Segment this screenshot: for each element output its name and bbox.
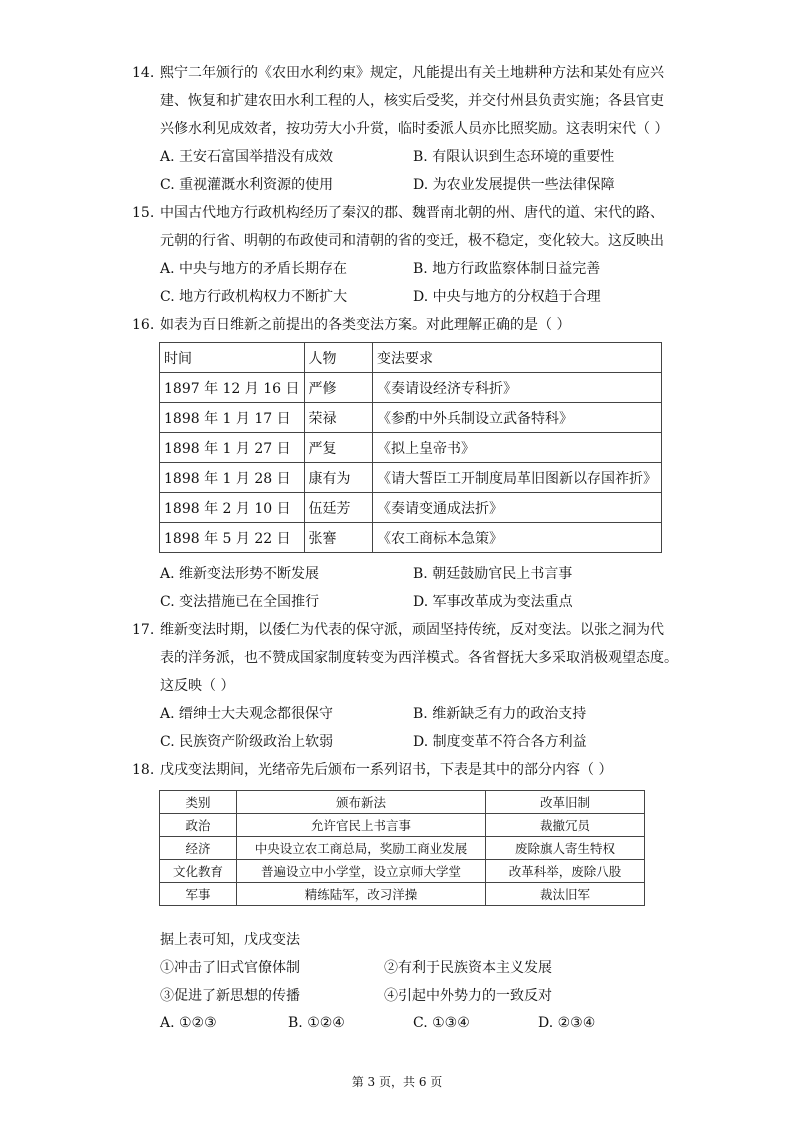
table-cell: 改革科举，废除八股 [486,860,645,883]
question-14-line-2: 建、恢复和扩建农田水利工程的人，核实后受奖，并交付州县负责实施；各县官吏 [160,93,664,109]
table-row [160,493,662,523]
question-17-line-1 [132,620,664,640]
question-16-line-1 [132,315,570,335]
question-18-option-a: A. ①②③ [160,1015,217,1031]
table-cell: 《奏请变通成法折》 [373,493,662,523]
table-header-cell: 变法要求 [373,343,662,373]
question-15-line-2: 元朝的行省、明朝的布政使司和清朝的省的变迁，极不稳定，变化较大。这反映出 [160,233,664,249]
question-18-option-c: C. ①③④ [413,1015,470,1031]
question-15-option-d: D. 中央与地方的分权趋于合理 [413,289,601,305]
table-row [160,523,662,553]
question-18-statement-2: ②有利于民族资本主义发展 [384,960,552,976]
table-row [160,814,645,837]
table-row [160,433,662,463]
table-cell: 严修 [304,373,372,403]
question-18-line-1 [132,760,612,780]
table-cell: 《农工商标本急策》 [373,523,662,553]
question-14-option-a: A. 王安石富国举措没有成效 [160,149,334,165]
table-cell: 1898 年 1 月 27 日 [160,433,305,463]
question-16-option-d: D. 军事改革成为变法重点 [413,594,573,610]
question-15-line-1 [132,203,664,223]
question-18-option-d: D. ②③④ [538,1015,596,1031]
table-cell: 中央设立农工商总局，奖励工商业发展 [237,837,486,860]
reform-decrees-table [159,790,645,906]
question-16-option-c: C. 变法措施已在全国推行 [160,594,320,610]
reform-proposals-table [159,342,662,553]
table-cell: 1898 年 2 月 10 日 [160,493,305,523]
table-cell: 废除旗人寄生特权 [486,837,645,860]
table-cell: 精练陆军，改习洋操 [237,883,486,906]
table-cell: 1898 年 1 月 17 日 [160,403,305,433]
question-text: 戊戌变法期间，光绪帝先后颁布一系列诏书，下表是其中的部分内容（ ） [160,762,613,778]
table-row [160,837,645,860]
question-15-option-b: B. 地方行政监察体制日益完善 [413,261,601,277]
table-row [160,403,662,433]
question-number: 14. [132,65,155,81]
table-cell: 《拟上皇帝书》 [373,433,662,463]
table-cell: 文化教育 [160,860,237,883]
question-17-option-b: B. 维新缺乏有力的政治支持 [413,706,587,722]
question-14-option-d: D. 为农业发展提供一些法律保障 [413,177,615,193]
question-17-option-d: D. 制度变革不符合各方利益 [413,734,587,750]
table-row [160,373,662,403]
question-14-line-1 [132,63,664,83]
question-17-line-3: 这反映（ ） [160,678,235,694]
table-cell: 荣禄 [304,403,372,433]
table-cell: 普遍设立中小学堂，设立京师大学堂 [237,860,486,883]
table-row [160,883,645,906]
table-cell: 张謇 [304,523,372,553]
page-number-footer: 第 3 页，共 6 页 [351,1075,443,1089]
table-header-row [160,791,645,814]
table-cell: 裁汰旧军 [486,883,645,906]
question-number: 15. [132,205,155,221]
question-text: 中国古代地方行政机构经历了秦汉的郡、魏晋南北朝的州、唐代的道、宋代的路、 [160,205,664,221]
question-17-line-2: 表的洋务派，也不赞成国家制度转变为西洋模式。各省督抚大多采取消极观望态度。 [160,650,678,666]
question-14-option-c: C. 重视灌溉水利资源的使用 [160,177,334,193]
table-cell: 经济 [160,837,237,860]
question-14-option-b: B. 有限认识到生态环境的重要性 [413,149,615,165]
question-text: 如表为百日维新之前提出的各类变法方案。对此理解正确的是（ ） [160,317,571,333]
question-number: 18. [132,762,155,778]
question-18-lead: 据上表可知，戊戌变法 [160,932,300,948]
question-15-option-a: A. 中央与地方的矛盾长期存在 [160,261,348,277]
table-header-cell: 时间 [160,343,305,373]
question-16-option-b: B. 朝廷鼓励官民上书言事 [413,566,573,582]
question-17-option-c: C. 民族资产阶级政治上软弱 [160,734,334,750]
table-cell: 1898 年 1 月 28 日 [160,463,305,493]
table-cell: 1897 年 12 月 16 日 [160,373,305,403]
table-cell: 军事 [160,883,237,906]
table-cell: 《参酌中外兵制设立武备特科》 [373,403,662,433]
question-14-line-3: 兴修水利见成效者，按功劳大小升赏，临时委派人员亦比照奖励。这表明宋代（ ） [160,121,669,137]
table-cell: 《请大誓臣工开制度局革旧图新以存国祚折》 [373,463,662,493]
table-cell: 裁撤冗员 [486,814,645,837]
question-number: 16. [132,317,155,333]
question-16-option-a: A. 维新变法形势不断发展 [160,566,320,582]
question-text: 熙宁二年颁行的《农田水利约束》规定，凡能提出有关土地耕种方法和某处有应兴 [160,65,664,81]
table-cell: 伍廷芳 [304,493,372,523]
table-cell: 政治 [160,814,237,837]
table-row [160,463,662,493]
table-cell: 1898 年 5 月 22 日 [160,523,305,553]
table-header-row [160,343,662,373]
table-cell: 康有为 [304,463,372,493]
question-18-statement-3: ③促进了新思想的传播 [160,988,300,1004]
table-header-cell: 颁布新法 [237,791,486,814]
table-cell: 严复 [304,433,372,463]
table-header-cell: 人物 [304,343,372,373]
table-cell: 《奏请设经济专科折》 [373,373,662,403]
question-number: 17. [132,622,155,638]
question-17-option-a: A. 缙绅士大夫观念都很保守 [160,706,334,722]
table-row [160,860,645,883]
table-header-cell: 类别 [160,791,237,814]
question-15-option-c: C. 地方行政机构权力不断扩大 [160,289,348,305]
question-18-statement-4: ④引起中外势力的一致反对 [384,988,552,1004]
table-header-cell: 改革旧制 [486,791,645,814]
question-text: 维新变法时期，以倭仁为代表的保守派，顽固坚持传统，反对变法。以张之洞为代 [160,622,664,638]
question-18-option-b: B. ①②④ [288,1015,345,1031]
table-cell: 允许官民上书言事 [237,814,486,837]
question-18-statement-1: ①冲击了旧式官僚体制 [160,960,300,976]
